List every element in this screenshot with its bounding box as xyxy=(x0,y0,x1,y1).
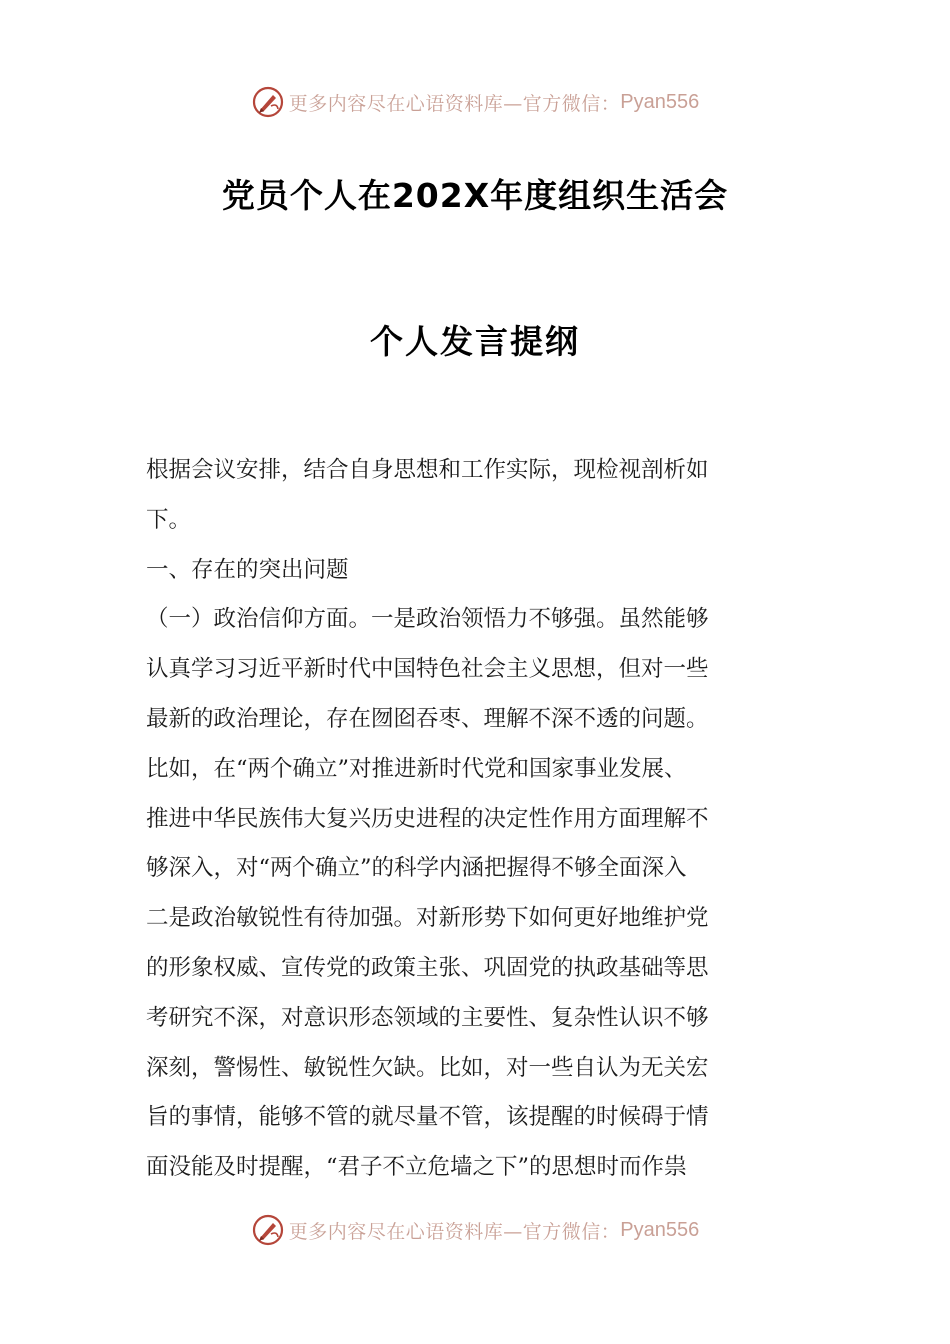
watermark-text: 更多内容尽在心语资料库—官方微信： xyxy=(288,92,621,115)
pen-circle-logo-icon xyxy=(251,1213,285,1247)
watermark-wechat-id: Pyan556 xyxy=(620,90,700,113)
pen-circle-logo-icon xyxy=(251,85,285,119)
header-watermark-banner xyxy=(0,82,950,122)
body-line: 比如，在“两个确立”对推进新时代党和国家事业发展、 xyxy=(146,755,687,782)
body-line: 推进中华民族伟大复兴历史进程的决定性作用方面理解不 xyxy=(146,805,709,832)
watermark-wechat-id: Pyan556 xyxy=(620,1218,700,1241)
body-line: 的形象权威、宣传党的政策主张、巩固党的执政基础等思 xyxy=(146,954,709,981)
body-line: 认真学习习近平新时代中国特色社会主义思想，但对一些 xyxy=(146,656,709,683)
body-line: 最新的政治理论，存在囫囵吞枣、理解不深不透的问题。 xyxy=(146,705,709,732)
body-line: 下。 xyxy=(146,506,192,533)
document-title-line2: 个人发言提纲 xyxy=(370,322,580,361)
watermark-text: 更多内容尽在心语资料库—官方微信： xyxy=(288,1220,621,1243)
document-title-line1: 党员个人在202X年度组织生活会 xyxy=(221,176,729,215)
section-heading: 一、存在的突出问题 xyxy=(146,556,349,583)
body-line: 根据会议安排，结合自身思想和工作实际，现检视剖析如 xyxy=(146,457,709,483)
body-line: 面没能及时提醒，“君子不立危墙之下”的思想时而作祟 xyxy=(146,1154,687,1181)
document-body xyxy=(146,446,806,1193)
body-line: 深刻，警惕性、敏锐性欠缺。比如，对一些自认为无关宏 xyxy=(146,1054,709,1081)
body-line: （一）政治信仰方面。一是政治领悟力不够强。虽然能够 xyxy=(146,606,709,633)
body-line: 旨的事情，能够不管的就尽量不管，该提醒的时候碍于情 xyxy=(146,1104,709,1131)
body-line: 够深入，对“两个确立”的科学内涵把握得不够全面深入 xyxy=(146,855,687,882)
body-line: 考研究不深，对意识形态领域的主要性、复杂性认识不够 xyxy=(146,1004,709,1031)
footer-watermark-banner xyxy=(0,1210,950,1250)
body-line: 二是政治敏锐性有待加强。对新形势下如何更好地维护党 xyxy=(146,905,709,932)
